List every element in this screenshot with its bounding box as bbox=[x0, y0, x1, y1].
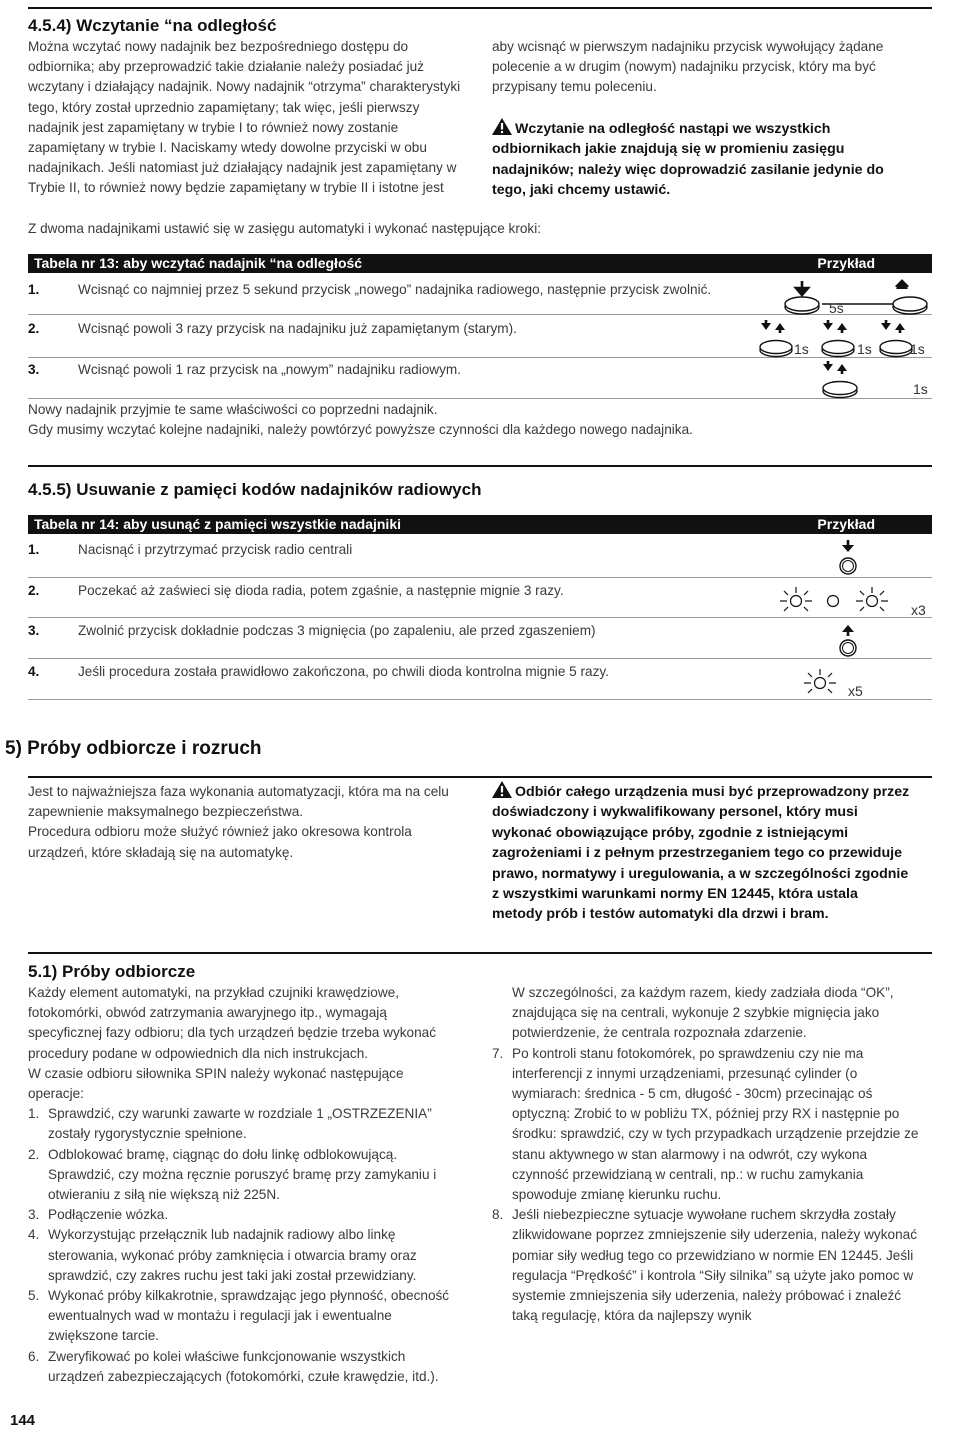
repeat-label: x3 bbox=[911, 602, 926, 618]
text-line: interferencji z innymi urządzeniami, przesunąć cylinder (o bbox=[512, 1065, 858, 1081]
text-line: Wczytanie na odległość nastąpi we wszystkich bbox=[515, 121, 831, 137]
step-number: 3. bbox=[28, 362, 40, 377]
s51-right-text bbox=[492, 983, 932, 1326]
section-title-51: 5.1) Próby odbiorcze bbox=[28, 962, 196, 981]
duration-label: 1s bbox=[794, 341, 809, 357]
divider bbox=[28, 617, 932, 618]
text-line: przypisany temu poleceniu. bbox=[492, 79, 657, 95]
table-row bbox=[28, 360, 768, 380]
text-line: spowoduje zmianę kierunku ruchu. bbox=[512, 1187, 722, 1203]
remote-button-press-icon bbox=[756, 320, 932, 358]
text-line: środku: sprawdzić, czy w tych przypadkach urządzenie przejdzie ze bbox=[512, 1126, 919, 1142]
section-rule-455 bbox=[28, 465, 932, 467]
table-row bbox=[28, 662, 768, 682]
list-item bbox=[28, 1225, 468, 1286]
section-title-455: 4.5.5) Usuwanie z pamięci kodów nadajników radiowych bbox=[28, 480, 482, 499]
text-line: fotokomórki, obwód zatrzymania awaryjnego itp., wymagają bbox=[28, 1005, 387, 1021]
section-title-454: 4.5.4) Wczytanie “na odległość bbox=[28, 16, 277, 35]
text-line: z wszystkimi warunkami normy EN 12445, która ustala bbox=[492, 886, 858, 903]
table-row bbox=[28, 621, 768, 641]
s454-left-text bbox=[28, 37, 468, 199]
item-number: 6. bbox=[28, 1348, 40, 1364]
item-number: 1. bbox=[28, 1106, 40, 1122]
table-row bbox=[28, 540, 768, 560]
step-number: 4. bbox=[28, 664, 40, 679]
s454-intro: Z dwoma nadajnikami ustawić się w zasięgu automatyki i wykonać następujące kroki: bbox=[28, 221, 542, 236]
divider bbox=[28, 398, 932, 399]
text-line: optyczną: Zrobić to w pobliżu TX, później przy RX i następnie po bbox=[512, 1106, 900, 1122]
text-line: doświadczony i wykwalifikowany personel, który musi bbox=[492, 804, 858, 821]
table-row bbox=[28, 581, 768, 601]
text-line: zapamiętany w trybie I. Naciskamy wtedy dowolne przyciski w obu bbox=[28, 140, 427, 156]
text-line: taką regulację, która da najlepszy wynik bbox=[512, 1308, 752, 1324]
text-line: metody prób i testów automatyki dla drzwi i bram. bbox=[492, 906, 829, 923]
s454-right-text bbox=[492, 37, 932, 98]
step-number: 2. bbox=[28, 321, 40, 336]
text-line: urządzeń, które składają się na automatykę. bbox=[28, 844, 294, 860]
text-line: Odblokować bramę, ciągnąc do dołu linkę odblokowującą. bbox=[48, 1146, 398, 1162]
text-line: polecenie a w drugim (nowym) nadajniku przycisk, który ma być bbox=[492, 59, 876, 75]
text-line: prawo, normatywy i uregulowania, a w szczególności zgodnie bbox=[492, 865, 909, 882]
list-item bbox=[28, 1205, 468, 1225]
item-number: 4. bbox=[28, 1227, 40, 1243]
text-line: stanu aktywnego w stan alarmowy i na odwrót, czy wykona bbox=[512, 1146, 868, 1162]
item-number: 3. bbox=[28, 1207, 40, 1223]
s454-warning bbox=[492, 118, 932, 201]
item-number: 8. bbox=[492, 1207, 504, 1223]
warning-icon bbox=[492, 781, 512, 798]
duration-label: 1s bbox=[857, 341, 872, 357]
text-line: W szczególności, za każdym razem, kiedy zadziała dioda “OK”, bbox=[512, 985, 894, 1000]
text-line: urządzeń zabezpieczających (fotokomórki, czułe krawędzie, itd.). bbox=[48, 1368, 439, 1384]
list-item bbox=[28, 1104, 468, 1144]
step-number: 3. bbox=[28, 623, 40, 638]
text-line: Sprawdzić, czy warunki zawarte w rozdziale 1 „OSTRZEZENIA” bbox=[48, 1106, 432, 1122]
duration-label: 5s bbox=[829, 300, 844, 316]
text-line: Jeśli niebezpieczne sytuacje wywołane ruchem skrzydła zostały bbox=[512, 1207, 896, 1223]
text-line: Sprawdzić, czy można ręcznie poruszyć bramę przy zamykaniu i bbox=[48, 1166, 437, 1182]
list-item bbox=[28, 1286, 468, 1347]
text-line: wczytany i działający nadajnik. Nowy nadajnik “otrzyma” charakterystyki bbox=[28, 79, 461, 95]
table-title: Tabela nr 14: aby usunąć z pamięci wszystkie nadajniki bbox=[34, 516, 401, 532]
text-line: Nowy nadajnik przyjmie te same właściwości co poprzedni nadajnik. bbox=[28, 402, 438, 417]
text-line: Po kontroli stanu fotokomórek, po sprawdzeniu czy nie ma bbox=[512, 1045, 864, 1061]
step-number: 1. bbox=[28, 542, 40, 557]
text-line: Każdy element automatyki, na przykład czujniki krawędziowe, bbox=[28, 985, 399, 1000]
text-line: odbiornikach jakie znajdują się w promieniu zasięgu bbox=[492, 141, 845, 158]
divider bbox=[28, 577, 932, 578]
duration-label: 1s bbox=[913, 381, 928, 397]
step-text: Poczekać aż zaświeci się dioda radia, potem zgaśnie, a następnie mignie 3 razy. bbox=[78, 583, 564, 598]
text-line: nadajnik jest zapamiętany w trybie I to również nowy zostanie bbox=[28, 119, 399, 135]
text-line: Zweryfikować po kolei właściwe funkcjonowanie wszystkich bbox=[48, 1348, 406, 1364]
text-line: odbiornika; aby przeprowadzić takie działanie należy posiadać już bbox=[28, 59, 424, 75]
section-rule-5 bbox=[28, 776, 932, 778]
text-line: procedury podane w odpowiednich dla nich instrukcjach. bbox=[28, 1045, 369, 1061]
text-line: W czasie odbioru siłownika SPIN należy wykonać następujące bbox=[28, 1065, 404, 1081]
led-blink-icon bbox=[800, 667, 840, 697]
table-row bbox=[28, 319, 768, 339]
text-line: wymiarach: średnica - 5 cm, długość - 30cm) przecinając oś bbox=[512, 1086, 873, 1102]
text-line: tego, który został uprzednio zapamiętany; tak więc, jeśli pierwszy bbox=[28, 99, 420, 115]
table-row bbox=[28, 280, 768, 300]
led-blink-icon bbox=[776, 585, 896, 615]
duration-label: 1s bbox=[910, 341, 925, 357]
section-rule-51 bbox=[28, 952, 932, 954]
text-line: Jest to najważniejsza faza wykonania automatyzacji, która ma na celu bbox=[28, 784, 449, 799]
warning-icon bbox=[492, 118, 512, 135]
text-line: sprawdzić, czy zakres ruchu jest taki jaki został przewidziany. bbox=[48, 1267, 417, 1283]
item-number: 5. bbox=[28, 1288, 40, 1304]
text-line: pomiar siły według tego co przewidziano w normie EN 12445. Jeśli bbox=[512, 1247, 914, 1263]
remote-button-press-icon bbox=[782, 277, 932, 317]
text-line: Podłączenie wózka. bbox=[48, 1207, 169, 1223]
text-line: Wykorzystując przełącznik lub nadajnik radiowy albo linkę bbox=[48, 1227, 396, 1243]
text-line: systemie zmniejszenia siły uderzenia, należy próbować i znaleźć bbox=[512, 1288, 902, 1304]
item-number: 7. bbox=[492, 1045, 504, 1061]
text-line: Wykonać próby kilkakrotnie, sprawdzając jego płynność, obecność bbox=[48, 1288, 450, 1304]
s51-left-text bbox=[28, 983, 468, 1387]
release-button-icon bbox=[836, 621, 860, 657]
text-line: ewentualnych wad w montażu i regulacji jak i ewentualne bbox=[48, 1308, 392, 1324]
step-text: Jeśli procedura została prawidłowo zakończona, po chwili dioda kontrolna mignie 5 razy. bbox=[78, 664, 609, 679]
text-line: zapewnienie maksymalnego bezpieczeństwa. bbox=[28, 804, 304, 820]
list-item bbox=[28, 1145, 468, 1206]
list-item bbox=[492, 1044, 932, 1206]
text-line: aby wcisnąć w pierwszym nadajniku przycisk wywołujący żądane bbox=[492, 39, 884, 54]
step-text: Zwolnić przycisk dokładnie podczas 3 mignięcia (po zapaleniu, ale przed zgaszeniem) bbox=[78, 623, 596, 638]
text-line: zagrożeniami i z pełnym przestrzeganiem tego co przewiduje bbox=[492, 845, 902, 862]
divider bbox=[28, 658, 932, 659]
text-line: zostały rygorystycznie spełnione. bbox=[48, 1126, 247, 1142]
text-line: sterowania, wykonać próby zamknięcia i otwarcia bramy oraz bbox=[48, 1247, 417, 1263]
repeat-label: x5 bbox=[848, 683, 863, 699]
step-text: Wcisnąć powoli 1 raz przycisk na „nowym” nadajniku radiowym. bbox=[78, 362, 462, 377]
text-line: Trybie II, to również nowy będzie zapamiętany w trybie II i istotne jest bbox=[28, 180, 444, 196]
section-rule-454 bbox=[28, 7, 932, 9]
text-line: Procedura odbioru może służyć również jako okresowa kontrola bbox=[28, 824, 412, 840]
step-text: Nacisnąć i przytrzymać przycisk radio centrali bbox=[78, 542, 353, 557]
item-number: 2. bbox=[28, 1146, 40, 1162]
chapter-title-5: 5) Próby odbiorcze i rozruch bbox=[5, 738, 262, 759]
list-item bbox=[492, 1205, 932, 1326]
press-button-icon bbox=[836, 540, 860, 576]
example-label: Przykład bbox=[817, 255, 875, 271]
text-line: czynność przewidzianą w centrali, np.: w ruchu zamykania bbox=[512, 1166, 864, 1182]
example-label: Przykład bbox=[817, 516, 875, 532]
table-13-header bbox=[28, 254, 932, 273]
text-line: tego, jaki chcemy ustawić. bbox=[492, 182, 671, 199]
list-item bbox=[28, 1347, 468, 1387]
text-line: regulacja “Prędkość” i kontrola “Siły silnika” są użyte jako pomoc w bbox=[512, 1267, 914, 1283]
s454-footer bbox=[28, 400, 932, 440]
text-line: wykonać obowiązujące próby, zgodnie z istniejącymi bbox=[492, 824, 849, 841]
table-14-header bbox=[28, 515, 932, 534]
text-line: Można wczytać nowy nadajnik bez bezpośredniego dostępu do bbox=[28, 39, 409, 54]
page-number: 144 bbox=[10, 1412, 36, 1429]
step-text: Wcisnąć co najmniej przez 5 sekund przycisk „nowego” nadajnika radiowego, następnie przycisk zwolnić. bbox=[78, 282, 712, 297]
text-line: zlikwidowane poprzez zmniejszenie siły uderzenia, należy wykonać bbox=[512, 1227, 917, 1243]
divider bbox=[28, 699, 932, 700]
text-line: potwierdzenie, że centrala rozpoznała zdarzenie. bbox=[512, 1025, 807, 1041]
text-line: zwiększone tarcie. bbox=[48, 1328, 160, 1344]
step-text: Wcisnąć powoli 3 razy przycisk na nadajniku już zapamiętanym (starym). bbox=[78, 321, 517, 336]
s5-warning bbox=[492, 781, 932, 925]
step-number: 2. bbox=[28, 583, 40, 598]
text-line: Gdy musimy wczytać kolejne nadajniki, należy powtórzyć powyższe czynności dla każdego nowego nadajnika. bbox=[28, 422, 693, 438]
text-line: nadajników; należy więc doprowadzić zasilanie jedynie do bbox=[492, 161, 884, 178]
step-number: 1. bbox=[28, 282, 40, 297]
text-line: nadajnikach. Jeśli natomiast już działający nadajnik jest zapamiętany w bbox=[28, 160, 457, 176]
remote-button-press-icon bbox=[818, 361, 862, 399]
text-line: otwieraniu z siłą nie większą niż 225N. bbox=[48, 1187, 280, 1203]
text-line: operacje: bbox=[28, 1086, 84, 1102]
s5-left-text bbox=[28, 782, 468, 863]
table-title: Tabela nr 13: aby wczytać nadajnik “na odległość bbox=[34, 255, 363, 271]
text-line: Odbiór całego urządzenia musi być przeprowadzony przez bbox=[515, 784, 910, 800]
text-line: znajdująca się na centrali, wykonuje 2 szybkie mignięcia jako bbox=[512, 1005, 880, 1021]
text-line: specyficznej fazy odbioru; dla tych urządzeń będzie trzeba wykonać bbox=[28, 1025, 437, 1041]
